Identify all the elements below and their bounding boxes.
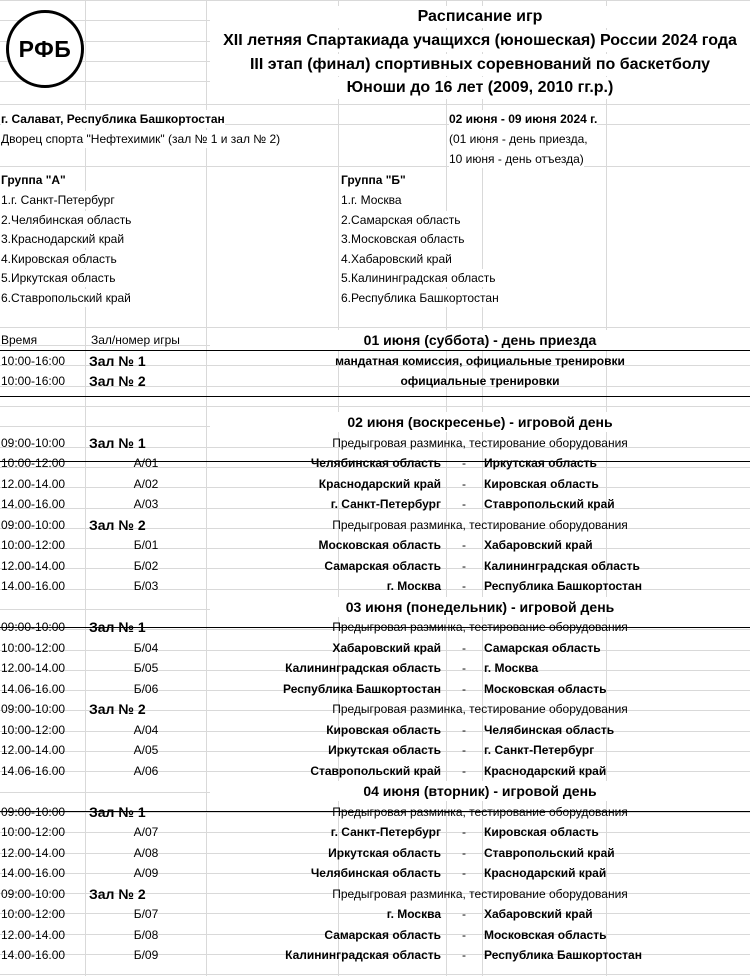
game-row — [0, 822, 750, 842]
game-number: Б/02 — [133, 558, 159, 573]
game-number: Б/01 — [133, 538, 159, 552]
game-number: А/05 — [133, 743, 159, 757]
row-time: 10:00-12:00 — [1, 640, 66, 655]
age-title: Юноши до 16 лет (2009, 2010 гг.р.) — [210, 77, 750, 99]
departure-note: 10 июня - день отъезда) — [449, 152, 584, 166]
game-number: Б/09 — [133, 948, 159, 962]
game-number: А/07 — [133, 825, 159, 839]
home-team: Калининградская область — [285, 948, 441, 962]
home-team: Кировская область — [326, 722, 441, 737]
vs-dash: - — [462, 497, 466, 511]
row-time: 10:00-12:00 — [1, 538, 66, 552]
event-text: Предыгровая разминка, тестирование оборудования — [332, 804, 628, 819]
group-team: 3.Московская область — [341, 232, 465, 247]
group-team: 3.Краснодарский край — [1, 232, 125, 247]
group-b-label: Группа "Б" — [341, 173, 406, 187]
day-title: 04 июня (вторник) - игровой день — [210, 781, 750, 801]
group-team: 4.Хабаровский край — [341, 251, 452, 266]
row-time: 10:00-12:00 — [1, 456, 66, 470]
hall-label: Зал № 1 — [89, 803, 146, 820]
home-team: Иркутская область — [328, 743, 441, 757]
game-row — [0, 720, 750, 740]
event-row — [0, 371, 750, 391]
game-row — [0, 494, 750, 514]
vs-dash: - — [462, 845, 466, 860]
event-dates: 02 июня - 09 июня 2024 г. — [449, 112, 598, 126]
group-team: 6.Республика Башкортостан — [341, 291, 499, 305]
page-title: Расписание игр — [210, 6, 750, 28]
event-row — [0, 802, 750, 822]
group-team: 4.Кировская область — [1, 251, 117, 266]
away-team: Кировская область — [484, 825, 599, 839]
hall-label: Зал № 1 — [89, 352, 146, 369]
arrival-note: (01 июня - день приезда, — [449, 132, 588, 146]
vs-dash: - — [462, 456, 466, 470]
grid-row-line — [0, 0, 750, 1]
game-row — [0, 945, 750, 965]
home-team: Челябинская область — [310, 866, 441, 880]
away-team: Кировская область — [484, 476, 599, 491]
hall-label: Зал № 2 — [89, 516, 146, 533]
game-number: А/09 — [133, 866, 159, 880]
group-team: 6.Ставропольский край — [1, 291, 131, 305]
row-time: 10:00-12:00 — [1, 722, 66, 737]
event-row — [0, 617, 750, 637]
game-row — [0, 474, 750, 494]
game-row — [0, 904, 750, 924]
home-team: Хабаровский край — [332, 640, 441, 655]
vs-dash: - — [462, 722, 466, 737]
row-time: 12.00-14.00 — [1, 661, 66, 675]
game-row — [0, 658, 750, 678]
hall-label: Зал № 1 — [89, 434, 146, 451]
vs-dash: - — [462, 558, 466, 573]
event-row — [0, 433, 750, 453]
vs-dash: - — [462, 907, 466, 921]
vs-dash: - — [462, 538, 466, 552]
away-team: Самарская область — [484, 640, 601, 655]
hall-label: Зал № 2 — [89, 373, 146, 389]
day-title: 03 июня (понедельник) - игровой день — [210, 597, 750, 617]
row-time: 09:00-10:00 — [1, 620, 66, 634]
game-number: Б/03 — [133, 579, 159, 593]
vs-dash: - — [462, 640, 466, 655]
row-time: 09:00-10:00 — [1, 886, 66, 901]
stage-title: III этап (финал) спортивных соревнований по баскетболу — [210, 54, 750, 76]
game-row — [0, 638, 750, 658]
row-time: 14.06-16.00 — [1, 763, 66, 778]
away-team: Иркутская область — [484, 456, 597, 470]
home-team: Челябинская область — [310, 456, 441, 470]
game-number: Б/05 — [133, 661, 159, 675]
game-number: Б/06 — [133, 681, 159, 696]
vs-dash: - — [462, 763, 466, 778]
home-team: г. Москва — [386, 579, 441, 593]
game-row — [0, 863, 750, 883]
event-row — [0, 351, 750, 371]
away-team: Краснодарский край — [484, 866, 607, 880]
row-time: 09:00-10:00 — [1, 435, 66, 450]
row-time: 14.00-16.00 — [1, 497, 66, 511]
row-time: 09:00-10:00 — [1, 804, 66, 819]
day-title: 02 июня (воскресенье) - игровой день — [210, 412, 750, 432]
event-text: Предыгровая разминка, тестирование оборудования — [332, 620, 628, 634]
game-number: Б/04 — [133, 640, 159, 655]
venue-city: г. Салават, Республика Башкортостан — [1, 112, 225, 126]
away-team: Ставропольский край — [484, 845, 615, 860]
home-team: г. Санкт-Петербург — [330, 497, 441, 511]
row-time: 14.00-16.00 — [1, 866, 66, 880]
away-team: Республика Башкортостан — [484, 948, 642, 962]
game-number: А/03 — [133, 497, 159, 511]
group-a-label: Группа "А" — [1, 173, 66, 187]
venue-place: Дворец спорта "Нефтехимик" (зал № 1 и зал № 2) — [1, 132, 281, 146]
row-time: 10:00-16:00 — [1, 374, 66, 388]
hall-label: Зал № 1 — [89, 619, 146, 635]
vs-dash: - — [462, 476, 466, 491]
game-row — [0, 740, 750, 760]
row-time: 09:00-10:00 — [1, 702, 66, 716]
away-team: Московская область — [484, 927, 607, 942]
game-number: А/08 — [133, 845, 159, 860]
row-time: 10:00-16:00 — [1, 353, 66, 368]
event-text: официальные тренировки — [400, 374, 560, 388]
grid-row-line — [0, 104, 750, 105]
game-row — [0, 453, 750, 473]
game-row — [0, 679, 750, 699]
game-number: А/01 — [133, 456, 159, 470]
row-time: 12.00-14.00 — [1, 476, 66, 491]
hall-label: Зал № 2 — [89, 701, 146, 717]
vs-dash: - — [462, 743, 466, 757]
header-time: Время — [1, 333, 38, 347]
home-team: г. Санкт-Петербург — [330, 825, 441, 839]
home-team: г. Москва — [386, 907, 441, 921]
event-text: мандатная комиссия, официальные тренировки — [335, 353, 625, 368]
rfb-logo — [6, 10, 84, 88]
home-team: Республика Башкортостан — [283, 681, 441, 696]
game-number: А/02 — [133, 476, 159, 491]
home-team: Краснодарский край — [318, 476, 441, 491]
row-time: 12.00-14.00 — [1, 558, 66, 573]
group-team: 5.Иркутская область — [1, 271, 116, 286]
home-team: Ставропольский край — [310, 763, 441, 778]
section-line — [0, 396, 750, 397]
away-team: Краснодарский край — [484, 763, 607, 778]
header-hall: Зал/номер игры — [91, 333, 180, 347]
game-row — [0, 843, 750, 863]
row-time: 14.06-16.00 — [1, 681, 66, 696]
event-row — [0, 515, 750, 535]
game-row — [0, 535, 750, 555]
game-number: Б/08 — [133, 927, 159, 942]
game-row — [0, 761, 750, 781]
game-row — [0, 576, 750, 596]
away-team: Челябинская область — [484, 722, 615, 737]
group-team: 2.Самарская область — [341, 212, 461, 227]
row-time: 12.00-14.00 — [1, 927, 66, 942]
away-team: г. Санкт-Петербург — [484, 743, 595, 757]
group-team: 2.Челябинская область — [1, 212, 132, 227]
row-time: 10:00-12:00 — [1, 907, 66, 921]
vs-dash: - — [462, 948, 466, 962]
away-team: Хабаровский край — [484, 538, 593, 552]
row-time: 09:00-10:00 — [1, 517, 66, 532]
event-title: XII летняя Спартакиада учащихся (юношеская) России 2024 года — [210, 30, 750, 52]
logo-text: РФБ — [18, 35, 72, 62]
home-team: Самарская область — [324, 558, 441, 573]
home-team: Калининградская область — [285, 661, 441, 675]
row-time: 14.00-16.00 — [1, 948, 66, 962]
home-team: Иркутская область — [328, 845, 441, 860]
vs-dash: - — [462, 825, 466, 839]
group-team: 1.г. Москва — [341, 193, 402, 207]
grid-row-line — [0, 406, 750, 407]
row-time: 12.00-14.00 — [1, 845, 66, 860]
grid-row-line — [0, 974, 750, 975]
grid-row-line — [0, 166, 750, 167]
grid-row-line — [0, 327, 750, 328]
event-text: Предыгровая разминка, тестирование оборудования — [332, 517, 628, 532]
away-team: Московская область — [484, 681, 607, 696]
event-text: Предыгровая разминка, тестирование оборудования — [332, 702, 628, 716]
row-time: 10:00-12:00 — [1, 825, 66, 839]
group-team: 1.г. Санкт-Петербург — [1, 193, 115, 207]
game-row — [0, 556, 750, 576]
event-row — [0, 884, 750, 904]
home-team: Самарская область — [324, 927, 441, 942]
hall-label: Зал № 2 — [89, 885, 146, 902]
group-team: 5.Калининградская область — [341, 271, 496, 286]
game-number: А/06 — [133, 763, 159, 778]
vs-dash: - — [462, 661, 466, 675]
home-team: Московская область — [318, 538, 441, 552]
away-team: Хабаровский край — [484, 907, 593, 921]
vs-dash: - — [462, 579, 466, 593]
vs-dash: - — [462, 681, 466, 696]
game-number: А/04 — [133, 722, 159, 737]
away-team: Республика Башкортостан — [484, 579, 642, 593]
away-team: Ставропольский край — [484, 497, 615, 511]
game-row — [0, 925, 750, 945]
day-title: 01 июня (суббота) - день приезда — [210, 330, 750, 350]
vs-dash: - — [462, 927, 466, 942]
event-text: Предыгровая разминка, тестирование оборудования — [332, 886, 628, 901]
event-row — [0, 699, 750, 719]
row-time: 14.00-16.00 — [1, 579, 66, 593]
event-text: Предыгровая разминка, тестирование оборудования — [332, 435, 628, 450]
away-team: Калининградская область — [484, 558, 640, 573]
vs-dash: - — [462, 866, 466, 880]
game-number: Б/07 — [133, 907, 159, 921]
away-team: г. Москва — [484, 661, 539, 675]
row-time: 12.00-14.00 — [1, 743, 66, 757]
